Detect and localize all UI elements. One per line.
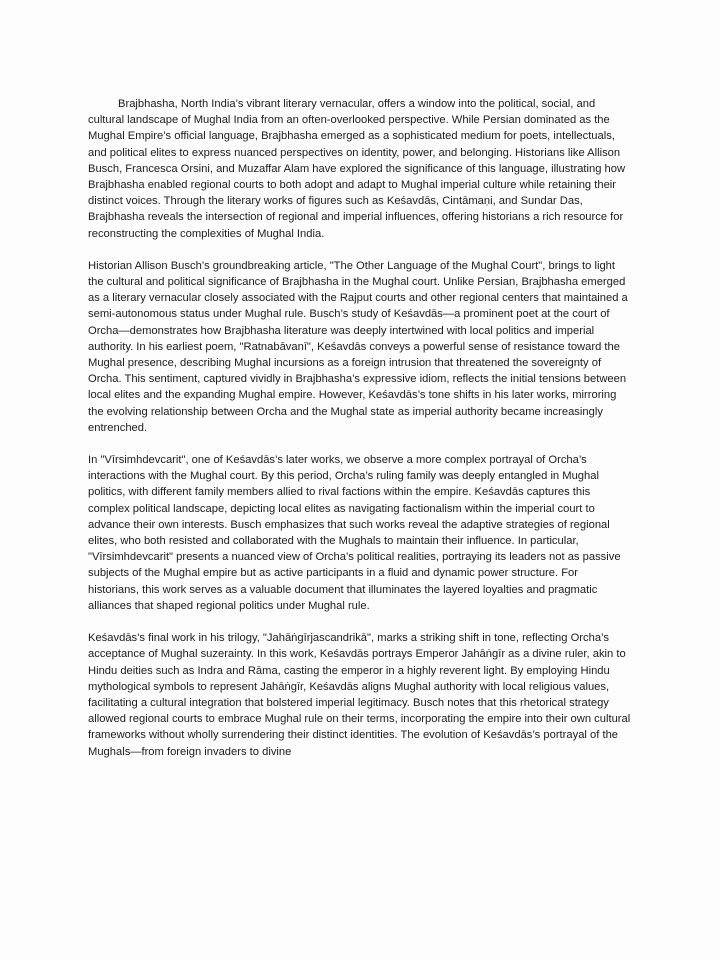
paragraph-intro: Brajbhasha, North India’s vibrant literary vernacular, offers a window into the political, social, and cultural landscape of Mughal India from an often-overlooked perspective. While Persian dominated as the Mughal Empire’s official language, Brajbhasha emerged as a sophisticated medium for poets, intellectuals, and political elites to express nuanced perspectives on identity, power, and belonging. Historians like Allison Busch, Francesca Orsini, and Muzaffar Alam have explored the significance of this language, illustrating how Brajbhasha enabled regional courts to both adopt and adapt to Mughal imperial culture while retaining their distinct voices. Through the literary works of figures such as Keśavdās, Cintāmaṇi, and Sundar Das, Brajbhasha reveals the intersection of regional and imperial influences, offering historians a rich resource for reconstructing the complexities of Mughal India. <box>88 98 626 240</box>
paragraph-virsimhdevcarit: In "Vīrsimhdevcarit", one of Keśavdās’s later works, we observe a more complex portrayal of Orcha’s interactions with the Mughal court. By this period, Orcha’s ruling family was deeply entangled in Mughal politics, with different family members allied to rival factions within the empire. Keśavdās captures this complex political landscape, depicting local elites as navigating factionalism within the imperial court to advance their own interests. Busch emphasizes that such works reveal the adaptive strategies of regional elites, who both resisted and collaborated with the Mughals to maintain their influence. In particular, "Vīrsimhdevcarit" presents a nuanced view of Orcha’s political realities, portraying its leaders not as passive subjects of the Mughal empire but as active participants in a fluid and dynamic power structure. For historians, this work serves as a valuable document that illuminates the layered loyalties and pragmatic alliances that shaped regional politics under Mughal rule. <box>88 454 621 612</box>
paragraph-busch-article: Historian Allison Busch’s groundbreaking article, "The Other Language of the Mughal Court", brings to light the cultural and political significance of Brajbhasha in the Mughal court. Unlike Persian, Brajbhasha emerged as a literary vernacular closely associated with the Rajput courts and other regional centers that maintained a semi-autonomous status under Mughal rule. Busch’s study of Keśavdās—a prominent poet at the court of Orcha—demonstrates how Brajbhasha literature was deeply intertwined with local politics and imperial authority. In his earliest poem, "Ratnabāvanī", Keśavdās conveys a powerful sense of resistance toward the Mughal presence, describing Mughal incursions as a foreign intrusion that threatened the sovereignty of Orcha. This sentiment, captured vividly in Brajbhasha’s expressive idiom, reflects the initial tensions between local elites and the expanding Mughal empire. However, Keśavdās’s tone shifts in his later works, mirroring the evolving relationship between Orcha and the Mughal state as imperial authority became increasingly entrenched. <box>88 259 628 434</box>
paragraph-jahangirjascandrika: Keśavdās’s final work in his trilogy, "Jahāṅgīrjascandrikā", marks a striking shift in tone, reflecting Orcha’s acceptance of Mughal suzerainty. In this work, Keśavdās portrays Emperor Jahāṅgīr as a divine ruler, akin to Hindu deities such as Indra and Rāma, casting the emperor in a highly reverent light. By employing Hindu mythological symbols to represent Jahāṅgīr, Keśavdās aligns Mughal authority with local religious values, facilitating a cultural integration that bolstered imperial legitimacy. Busch notes that this rhetorical strategy allowed regional courts to embrace Mughal rule on their terms, incorporating the empire into their own cultural frameworks without wholly surrendering their distinct identities. The evolution of Keśavdās’s portrayal of the Mughals—from foreign invaders to divine <box>88 632 631 758</box>
